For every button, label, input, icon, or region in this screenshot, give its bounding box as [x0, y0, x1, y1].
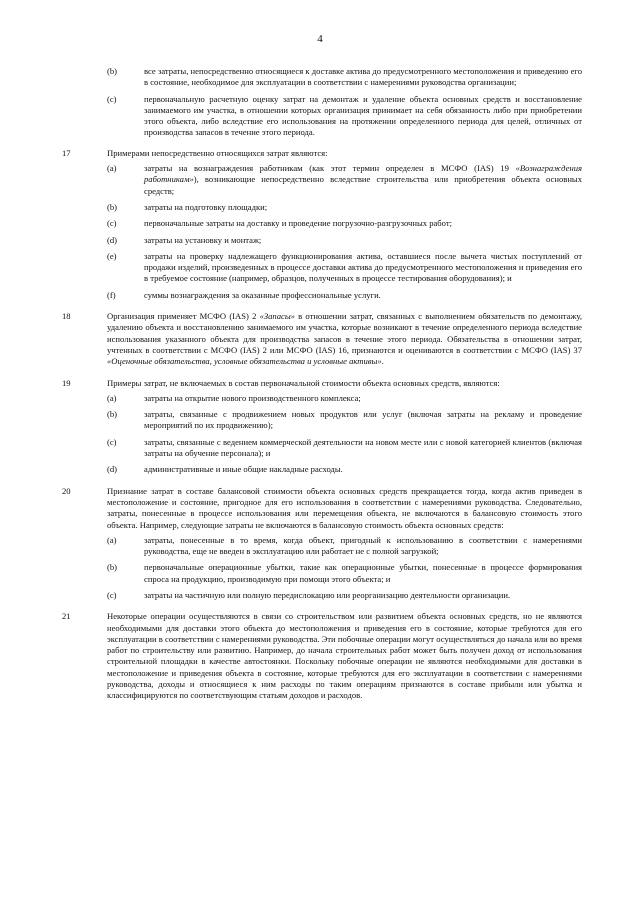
item-text: затраты на частичную или полную передислокацию или реорганизацию деятельности организации. — [144, 589, 511, 600]
item-text: затраты на установку и монтаж; — [144, 234, 262, 245]
section-number: 18 — [62, 311, 71, 322]
list-item — [107, 535, 582, 558]
section-number: 19 — [62, 377, 71, 388]
section-16-continuation — [107, 66, 582, 139]
list-item — [107, 409, 582, 432]
item-label: (b) — [107, 409, 118, 420]
item-text: все затраты, непосредственно относящиеся к доставке актива до предусмотренного местоположения и приведению его в состояние, необходимое для эксплуатации в соответствии с намерениями руководства организации; — [144, 66, 582, 88]
item-label: (c) — [107, 93, 117, 104]
item-label: (a) — [107, 534, 117, 545]
section-number: 21 — [62, 611, 71, 622]
item-text: затраты, понесенные в то время, когда объект, пригодный к использованию в соответствии с намерениями руководства, еще не введен в эксплуатацию или работает не с полной загрузкой; — [144, 534, 582, 557]
list-item — [107, 218, 582, 229]
item-label: (f) — [107, 289, 116, 300]
list-item — [107, 464, 582, 475]
list-item — [107, 251, 582, 285]
item-text: суммы вознаграждения за оказанные профессиональные услуги. — [144, 289, 381, 300]
item-text: первоначальную расчетную оценку затрат на демонтаж и удаление объекта основных средств и восстановление занимаемого им участка, в отношении которых организация принимает на себя обязанность либо при приобретении этого объекта, либо вследствие его использования на протяжении определенного периода для целей, отличных от производства запасов в течение этого периода. — [144, 93, 582, 138]
list-item — [107, 66, 582, 89]
item-text: затраты на проверку надлежащего функционирования актива, оставшиеся после вычета чистых поступлений от продажи изделий, произведенных в процессе доставки актива до предусмотренного местоположения и приведения его в требуемое состояние (например, образцов, полученных в процессе тестирования оборудования); и — [144, 250, 582, 284]
list-item — [107, 290, 582, 301]
section-intro: Примеры затрат, не включаемых в состав первоначальной стоимости объекта основных средств, являются: — [107, 377, 500, 388]
item-label: (a) — [107, 392, 117, 403]
section-intro: Признание затрат в составе балансовой стоимости объекта основных средств прекращается тогда, когда актив приведен в местоположение и состояние, пригодное для его использования в соответствии с намерениями руководства. Следовательно, затраты, понесенные в процессе использования или перемещения объекта, не включаются в балансовую стоимость этого объекта. Например, следующие затраты не включаются в балансовую стоимость объекта основных средств: — [107, 485, 582, 530]
item-label: (d) — [107, 234, 118, 245]
list-item — [107, 393, 582, 404]
list-item — [107, 163, 582, 197]
item-text: первоначальные затраты на доставку и проведение погрузочно-разгрузочных работ; — [144, 218, 453, 229]
item-label: (b) — [107, 66, 118, 76]
item-text: затраты на вознаграждения работникам (как этот термин определен в МСФО (IAS) 19 «Вознаграждения работникам»), возникающие непосредственно вследствие строительства или приобретения объекта основных средств; — [144, 163, 582, 196]
item-text: административные и иные общие накладные расходы. — [144, 464, 343, 475]
list-item — [107, 590, 582, 601]
standard-title: «Вознаграждения работникам» — [144, 163, 582, 185]
standard-title: «Запасы» — [259, 311, 295, 322]
item-text: первоначальные операционные убытки, такие как операционные убытки, понесенные в процессе формирования спроса на продукцию, производимую при помощи этого объекта; и — [144, 562, 582, 584]
section-17 — [62, 148, 582, 301]
item-text: затраты на открытие нового производственного комплекса; — [144, 392, 361, 403]
item-label: (c) — [107, 218, 117, 229]
list-item — [107, 235, 582, 246]
list-item — [107, 437, 582, 460]
item-text: затраты, связанные с продвижением новых продуктов или услуг (включая затраты на рекламу и проведение мероприятий по их продвижению); — [144, 409, 582, 431]
section-number: 20 — [62, 485, 71, 496]
list-item — [107, 202, 582, 213]
document-content — [62, 66, 582, 712]
item-label: (b) — [107, 201, 118, 212]
section-text: Организация применяет МСФО (IAS) 2 «Запасы» в отношении затрат, связанных с выполнением обязательств по демонтажу, удалению объекта и восстановлению занимаемого им участка, которые возникают в течение определенного периода вследствие использования указанного объекта для производства запасов в течение этого периода. Обязательства в отношении затрат, учтенных в соответствии с МСФО (IAS) 2 или МСФО (IAS) 16, признаются и оцениваются в соответствии с МСФО (IAS) 37 «Оценочные обязательства, условные обязательства и условные активы». — [107, 311, 582, 367]
standard-title: «Оценочные обязательства, условные обязательства и условные активы» — [107, 356, 382, 367]
section-20 — [62, 486, 582, 602]
section-intro: Примерами непосредственно относящихся затрат являются: — [107, 147, 328, 158]
list-item — [107, 562, 582, 585]
item-label: (e) — [107, 250, 117, 261]
page-number: 4 — [317, 33, 323, 45]
section-number: 17 — [62, 147, 71, 158]
section-18 — [62, 311, 582, 367]
section-text: Некоторые операции осуществляются в связи со строительством или развитием объекта основных средств, но не являются необходимыми для доставки этого объекта до местоположения и приведения его в состояние, которые требуются для его эксплуатации в соответствии с намерениями руководства. Эти побочные операции могут осуществляться до начала или во время работ по строительству или развитию. Например, до начала строительных работ может быть получен доход от использования строительной площадки в качестве автостоянки. Поскольку побочные операции не являются необходимыми для доставки в местоположение и приведения объекта в состояние, которые требуются для его эксплуатации в соответствии с намерениями руководства, доходы и относящиеся к ним расходы по таким операциям признаются в составе прибыли или убытка и классифицируются по соответствующим статьям доходов и расходов. — [107, 611, 582, 701]
item-label: (d) — [107, 464, 118, 475]
section-21 — [62, 611, 582, 701]
item-label: (c) — [107, 589, 117, 600]
item-text: затраты, связанные с ведением коммерческой деятельности на новом месте или с новой категорией клиентов (включая затраты на обучение персонала); и — [144, 436, 582, 459]
item-text: затраты на подготовку площадки; — [144, 201, 268, 212]
item-label: (c) — [107, 436, 117, 447]
list-item — [107, 94, 582, 139]
item-label: (a) — [107, 163, 117, 174]
item-label: (b) — [107, 562, 118, 573]
section-19 — [62, 378, 582, 476]
